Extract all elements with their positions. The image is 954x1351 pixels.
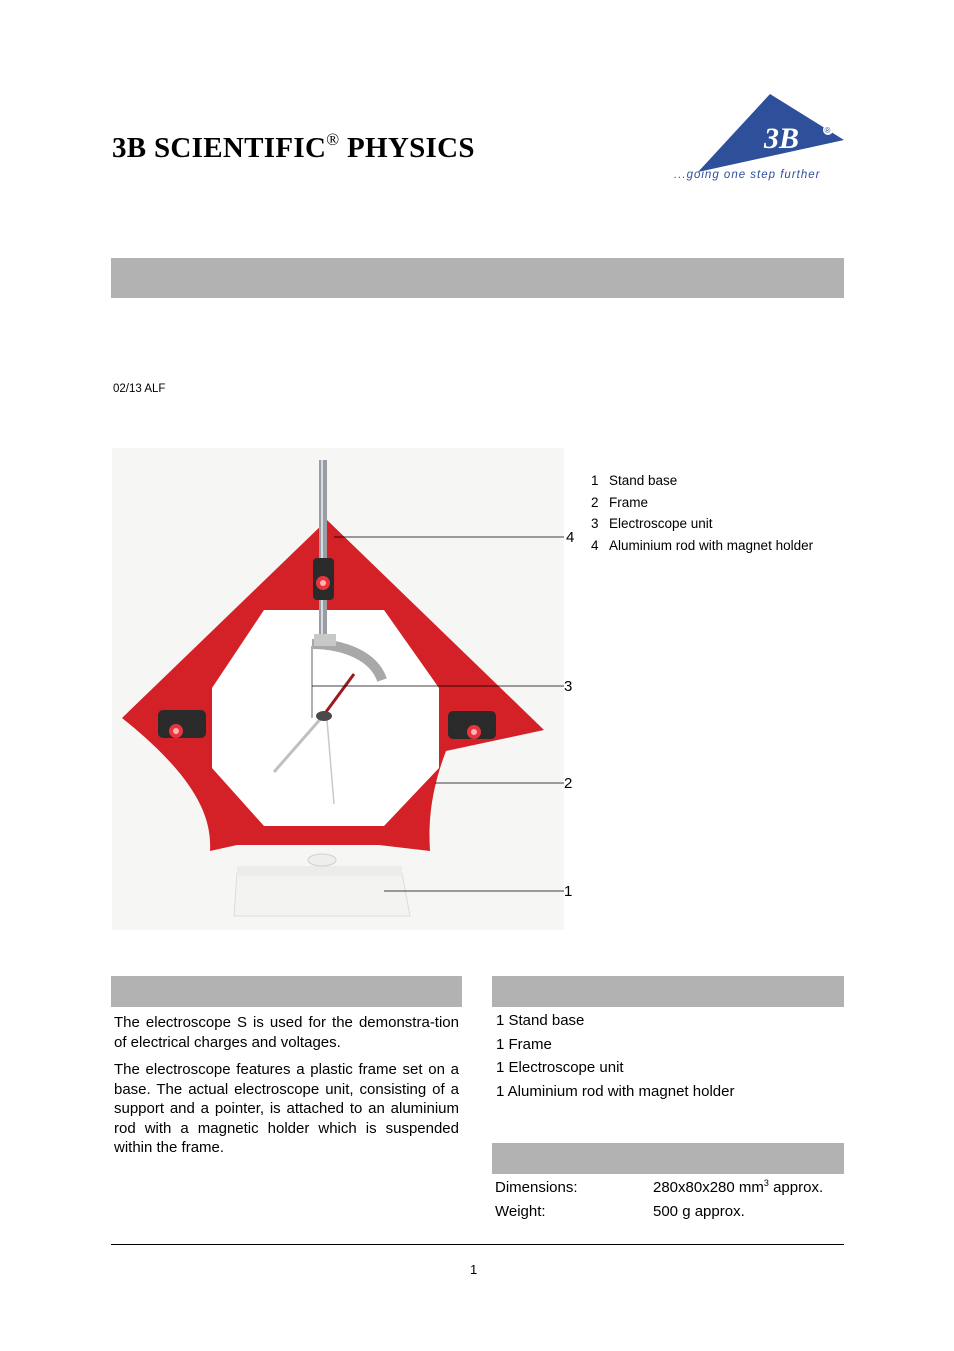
spec-label: Dimensions: [495,1178,578,1196]
scope-section-bar [492,976,844,1007]
spec-row [495,1199,843,1223]
callout-1: 1 [564,883,573,900]
title-bar [111,258,844,298]
legend-number: 1 [591,473,599,488]
logo-tagline: ...going one step further [674,169,821,181]
list-item: 1 Frame [496,1035,552,1053]
electroscope-photo [112,448,564,930]
logo-registered-mark: ® [824,126,831,135]
company-logo [672,92,847,184]
brand-prefix: 3B SCIENTIFIC [112,132,327,164]
specs-section-bar [492,1143,844,1174]
legend-number: 3 [591,516,599,531]
list-item: 1 Electroscope unit [496,1059,624,1076]
legend-item [591,513,813,535]
document-code: 02/13 ALF [113,383,166,395]
list-item: 1 Stand base [496,1012,585,1029]
scope-of-delivery-list [496,1009,841,1103]
spec-value: 280x80x280 $mm^3$ approx. [653,1178,824,1196]
description-paragraph: The electroscope features a plastic frame set on a base. The actual electroscope unit, consisting of a support and a pointer, is attached to an aluminium rod with a magnetic holder which is suspended within the frame. [114,1061,459,1156]
footer-divider [111,1244,844,1245]
legend-label: Electroscope unit [609,516,713,531]
callout-3: 3 [564,678,573,695]
description-paragraph: The electroscope S is used for the demonstra-tion of electrical charges and voltages. [114,1014,459,1051]
brand-registered-mark: ® [326,130,340,149]
spec-row [495,1175,843,1199]
brand-suffix: PHYSICS [339,132,475,164]
legend-number: 2 [591,494,599,510]
legend-label: Stand base [609,473,678,488]
stand-base-shape [234,873,410,916]
legend-label: Aluminium rod with magnet holder [609,537,814,553]
list-item: 1 Aluminium rod with magnet holder [496,1082,735,1100]
description-section-bar [111,976,462,1007]
specs-table [495,1175,843,1223]
brand-title [112,132,475,165]
legend-item [591,470,813,492]
legend-item [591,535,813,557]
legend-number: 4 [591,537,599,553]
parts-legend [591,470,813,556]
logo-mark: 3B [764,122,800,155]
legend-item [591,492,813,514]
callout-2: 2 [564,775,573,792]
callout-4: 4 [566,529,575,546]
spec-value: 500 g approx. [653,1202,745,1220]
description-text [114,1013,459,1166]
page-number: 1 [470,1262,478,1277]
legend-label: Frame [609,494,649,510]
spec-label: Weight: [495,1202,546,1220]
